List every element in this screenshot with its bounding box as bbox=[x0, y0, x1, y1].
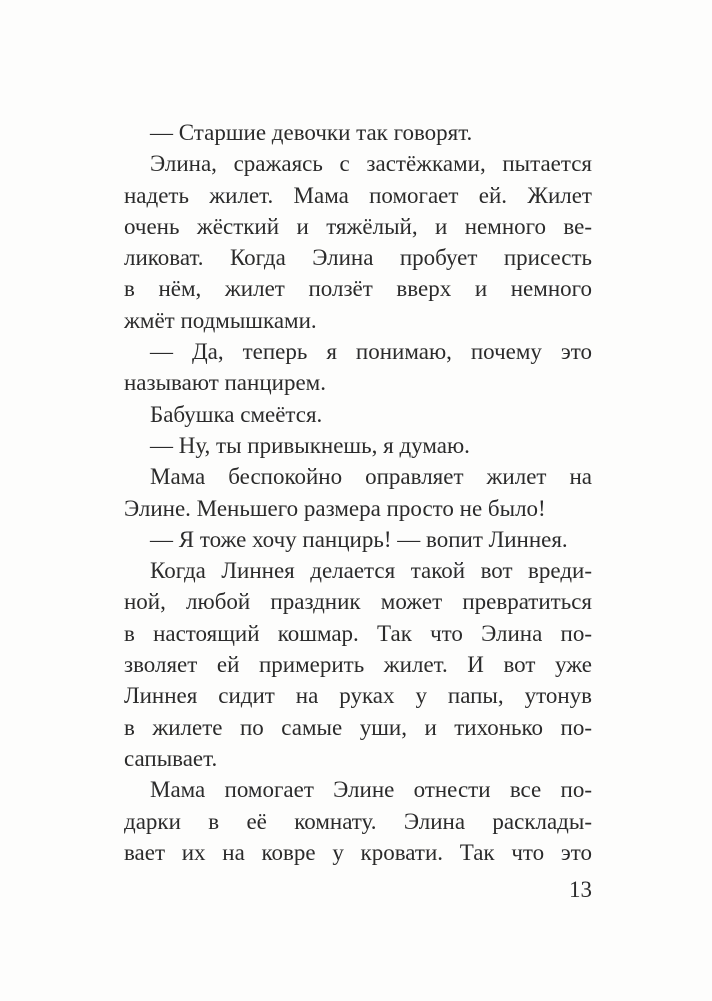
text-line-row bbox=[124, 712, 592, 743]
text-line: зволяет ей примерить жилет. И вот уже bbox=[124, 652, 592, 678]
text-line-row bbox=[124, 273, 592, 304]
text-line: — Ну, ты привыкнешь, я думаю. bbox=[150, 432, 470, 458]
text-line-row bbox=[124, 148, 592, 179]
body-text bbox=[124, 117, 592, 868]
text-line: дарки в её комнату. Элина расклады- bbox=[124, 808, 592, 834]
text-line-row bbox=[124, 774, 592, 805]
text-line: Мама помогает Элине отнести все по- bbox=[150, 777, 592, 803]
text-line-row bbox=[124, 461, 592, 492]
page-number: 13 bbox=[569, 877, 592, 902]
text-line-row bbox=[124, 649, 592, 680]
text-line-row bbox=[124, 180, 592, 211]
text-line: Элине. Меньшего размера просто не было! bbox=[124, 495, 546, 521]
text-line-row bbox=[124, 586, 592, 617]
text-line-row bbox=[124, 618, 592, 649]
text-line: ной, любой праздник может превратиться bbox=[124, 589, 592, 615]
text-line: — Я тоже хочу панцирь! — вопит Линнея. bbox=[150, 526, 568, 552]
text-line-row bbox=[124, 680, 592, 711]
text-line-row bbox=[124, 806, 592, 837]
text-line: Мама беспокойно оправляет жилет на bbox=[150, 464, 592, 490]
text-line-row bbox=[124, 493, 592, 524]
text-line: очень жёсткий и тяжёлый, и немного ве- bbox=[124, 213, 592, 239]
text-line-row bbox=[124, 430, 592, 461]
text-line: Когда Линнея делается такой вот вреди- bbox=[150, 558, 592, 584]
text-line: сапывает. bbox=[124, 745, 218, 771]
text-line: Линнея сидит на руках у папы, утонув bbox=[124, 683, 592, 709]
text-line-row bbox=[124, 305, 592, 336]
text-line: жмёт подмышками. bbox=[124, 307, 317, 333]
text-line-row bbox=[124, 399, 592, 430]
text-line: в нём, жилет ползёт вверх и немного bbox=[124, 276, 592, 302]
text-line-row bbox=[124, 837, 592, 868]
text-line: надеть жилет. Мама помогает ей. Жилет bbox=[124, 182, 592, 208]
text-line: — Старшие девочки так говорят. bbox=[150, 120, 473, 145]
text-line-row bbox=[124, 242, 592, 273]
text-line: Бабушка смеётся. bbox=[150, 401, 323, 427]
text-line-row bbox=[124, 117, 592, 148]
text-line-row bbox=[124, 367, 592, 398]
text-line-row bbox=[124, 211, 592, 242]
text-line: Элина, сражаясь с застёжками, пытается bbox=[150, 151, 592, 177]
text-line: — Да, теперь я понимаю, почему это bbox=[150, 339, 592, 365]
text-line: называют панцирем. bbox=[124, 370, 326, 396]
text-line: в жилете по самые уши, и тихонько по- bbox=[124, 714, 592, 740]
text-line-row bbox=[124, 743, 592, 774]
text-line-row bbox=[124, 555, 592, 586]
text-line: ликоват. Когда Элина пробует присесть bbox=[124, 245, 592, 271]
text-line-row bbox=[124, 524, 592, 555]
text-line: вает их на ковре у кровати. Так что это bbox=[124, 839, 592, 865]
text-line: в настоящий кошмар. Так что Элина по- bbox=[124, 620, 592, 646]
text-line-row bbox=[124, 336, 592, 367]
